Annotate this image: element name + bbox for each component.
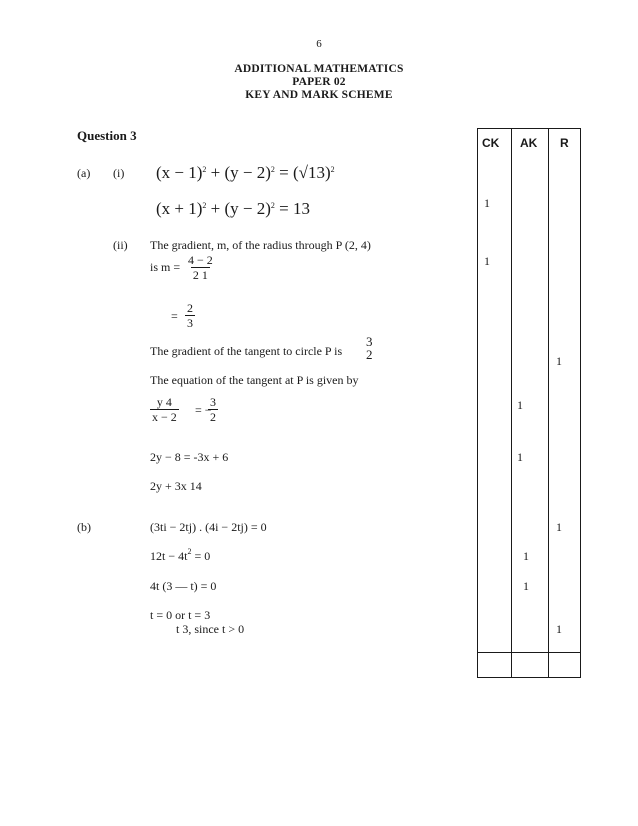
column-header-ck: CK [482,136,500,150]
sub-i-label: (i) [113,166,125,180]
expanded-line [150,549,210,564]
factored-line: 4t (3 — t) = 0 [150,579,217,593]
expanded-line-a: 12t − 4t [150,549,188,563]
mark-ak: 1 [517,450,523,464]
eq1-equals: = [274,163,294,182]
solutions-line: t = 0 or t = 3 [150,608,211,622]
tangent-gradient-num: 3 [366,334,373,349]
tangent-rhs-fraction [208,395,218,424]
eq2-exp2: 2 [270,201,275,210]
tangent-lhs-den: x − 2 [152,410,177,424]
mark-ak: 1 [523,579,529,593]
part-b-label: (b) [77,520,91,534]
tangent-gradient-text: The gradient of the tangent to circle P is [150,344,343,358]
tangent-rhs-den: 2 [210,410,216,424]
table-divider-ak-r [548,128,549,678]
eq2-exp1: 2 [202,201,207,210]
is-m-text: is m = [150,260,181,274]
table-bottom-border [477,677,581,678]
mark-r: 1 [556,622,562,636]
mark-ck: 1 [484,254,490,268]
sub-ii-label: (ii) [113,238,128,252]
page-number: 6 [316,38,322,50]
question-title: Question 3 [77,128,137,143]
gradient-fraction-1 [186,253,215,282]
table-top-border [477,128,581,129]
dot-product-line: (3ti − 2tj) . (4i − 2tj) = 0 [150,520,267,534]
gradient-fraction-1-num: 4 − 2 [188,253,213,267]
tangent-equals-minus: = − [195,403,212,417]
eq2-rhs: = 13 [274,199,311,218]
gradient-radius-text: The gradient, m, of the radius through P (2, 4) [150,238,371,252]
mark-ck: 1 [484,196,490,210]
header-paper: PAPER 02 [292,76,346,88]
tangent-gradient-value [366,335,373,361]
gradient-fraction-2-num: 2 [187,301,193,315]
circle-equation-1 [156,163,335,183]
tangent-lhs-num: y 4 [156,395,172,409]
eq1-plus: + (y − 2) [206,163,271,182]
eq1-root: (√13) [293,163,331,182]
table-total-row-border [477,652,581,653]
expanded-line-b: = 0 [191,549,211,563]
column-header-ak: AK [520,136,538,150]
tangent-equation-text: The equation of the tangent at P is given by [150,373,359,387]
table-divider-ck-ak [511,128,512,678]
eq1-exp3: 2 [330,165,335,174]
gradient-fraction-1-den: 2 1 [192,268,208,282]
table-left-border [477,128,478,678]
tangent-lhs-fraction [150,395,179,424]
header-key-mark-scheme: KEY AND MARK SCHEME [245,89,393,101]
tangent-rhs-num: 3 [210,395,216,409]
eq1-exp2: 2 [270,165,275,174]
column-header-r: R [560,136,569,150]
gradient-fraction-2-den: 3 [187,316,193,330]
gradient-fraction-2 [185,301,195,330]
eq2-lhs: (x + 1) [156,199,203,218]
part-a-label: (a) [77,166,91,180]
expanded-line-exp: 2 [187,547,192,556]
equals-sign: = [171,309,178,323]
mark-r: 1 [556,520,562,534]
mark-ak: 1 [517,398,523,412]
mark-ak: 1 [523,549,529,563]
circle-equation-2 [156,199,310,219]
final-answer-line: t 3, since t > 0 [176,622,245,636]
tangent-gradient-den: 2 [366,347,373,362]
tangent-step-1: 2y − 8 = -3x + 6 [150,450,229,464]
header-subject: ADDITIONAL MATHEMATICS [234,63,404,75]
table-right-border [580,128,581,678]
eq1-lhs: (x − 1) [156,163,203,182]
eq2-plus: + (y − 2) [206,199,271,218]
mark-r: 1 [556,354,562,368]
tangent-step-2: 2y + 3x 14 [150,479,202,493]
eq1-exp1: 2 [202,165,207,174]
